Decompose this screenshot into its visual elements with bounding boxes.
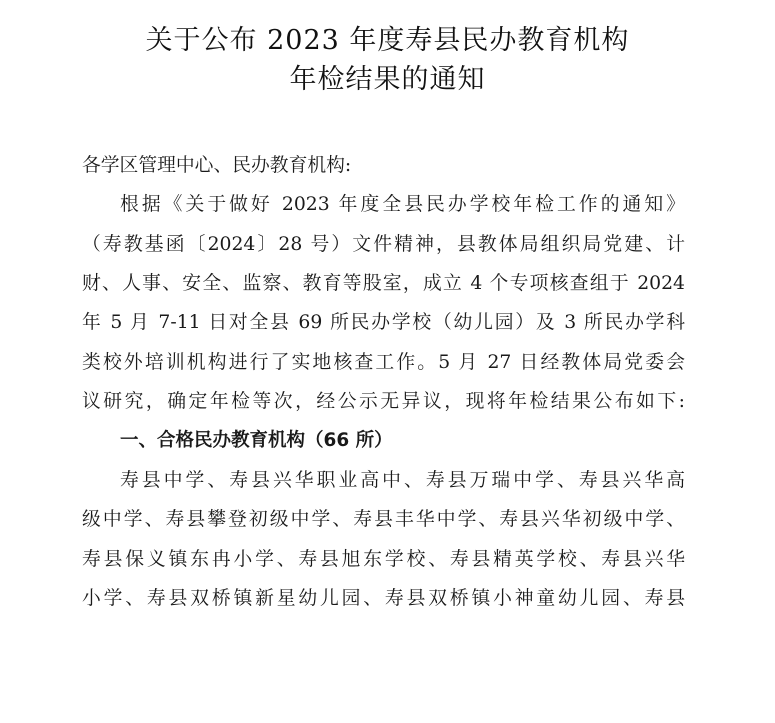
paragraph-line: 财、人事、安全、监察、教育等股室，成立 4 个专项核查组于 2024 <box>82 273 685 294</box>
list-line: 寿县中学、寿县兴华职业高中、寿县万瑞中学、寿县兴华高 <box>120 470 685 491</box>
document-title-line-2: 年检结果的通知 <box>289 64 486 95</box>
paragraph-line: 议研究，确定年检等次，经公示无异议，现将年检结果公布如下: <box>82 391 685 412</box>
paragraph-line: 类校外培训机构进行了实地核查工作。5 月 27 日经教体局党委会 <box>82 352 685 373</box>
paragraph-line: 根据《关于做好 2023 年度全县民办学校年检工作的通知》 <box>120 194 685 215</box>
list-line: 小学、寿县双桥镇新星幼儿园、寿县双桥镇小神童幼儿园、寿县 <box>82 588 685 609</box>
salutation: 各学区管理中心、民办教育机构: <box>82 155 352 176</box>
section-heading: 一、合格民办教育机构（66 所） <box>120 430 393 451</box>
document-title-line-1: 关于公布 2023 年度寿县民办教育机构 <box>145 25 630 56</box>
list-line: 级中学、寿县攀登初级中学、寿县丰华中学、寿县兴华初级中学、 <box>82 509 685 530</box>
paragraph-line: 年 5 月 7-11 日对全县 69 所民办学校（幼儿园）及 3 所民办学科 <box>82 312 685 333</box>
list-line: 寿县保义镇东冉小学、寿县旭东学校、寿县精英学校、寿县兴华 <box>82 549 685 570</box>
paragraph-line: （寿教基函〔2024〕28 号）文件精神，县教体局组织局党建、计 <box>82 234 685 255</box>
